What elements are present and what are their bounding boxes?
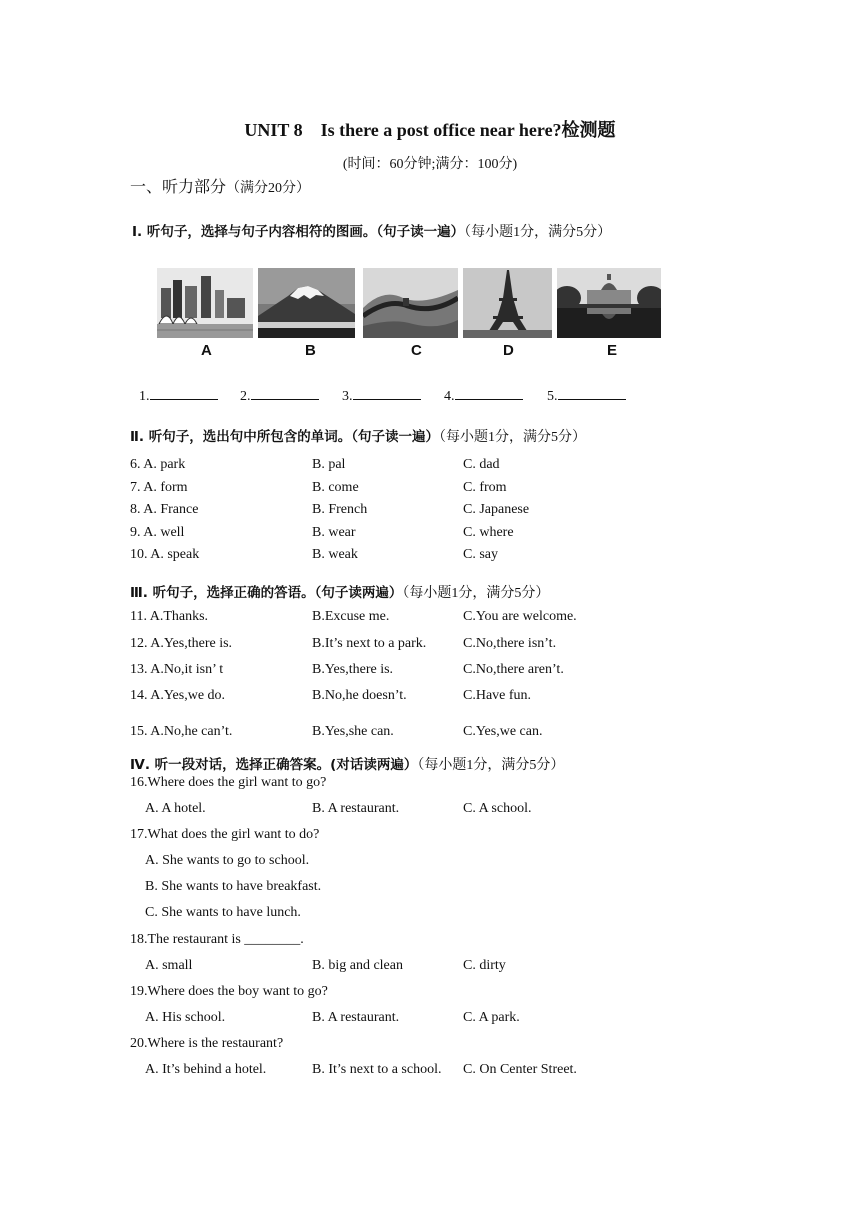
q11-option-a[interactable]: 11. A.Thanks. — [130, 609, 209, 624]
section-4-instruction: Ⅳ. 听一段对话，选择正确答案。(对话读两遍） — [130, 757, 418, 773]
q6-option-c[interactable]: C. dad — [463, 457, 500, 472]
q13-option-a[interactable]: 13. A.No,it isn’ t — [130, 662, 224, 677]
q15-option-b[interactable]: B.Yes,she can. — [312, 724, 394, 739]
q18-stem: 18.The restaurant is ________. — [130, 932, 304, 947]
answer-blank-1[interactable]: 1. — [139, 386, 218, 405]
section-1-note: （每小题1分，满分5分） — [464, 225, 612, 240]
q15-option-a[interactable]: 15. A.No,he can’t. — [130, 724, 233, 739]
q7-option-a[interactable]: 7. A. form — [130, 480, 188, 495]
section-2-instruction: Ⅱ. 听句子，选出句中所包含的单词。（句子读一遍） — [130, 429, 439, 445]
q16-option-c[interactable]: C. A school. — [463, 801, 532, 816]
q15-option-c[interactable]: C.Yes,we can. — [463, 724, 543, 739]
section-2-note: （每小题1分，满分5分） — [438, 430, 586, 445]
section-4-note: （每小题1分，满分5分） — [417, 758, 565, 773]
mount-fuji-photo — [258, 268, 355, 338]
answer-blank-4[interactable]: 4. — [444, 386, 523, 405]
q11-option-b[interactable]: B.Excuse me. — [312, 609, 390, 624]
q19-option-a[interactable]: A. His school. — [145, 1010, 226, 1025]
q16-stem: 16.Where does the girl want to go? — [130, 775, 327, 790]
title-question: Is there a post office near here?检测题 — [320, 120, 616, 140]
q14-option-a[interactable]: 14. A.Yes,we do. — [130, 688, 226, 703]
q10-option-a[interactable]: 10. A. speak — [130, 547, 200, 562]
q7-option-b[interactable]: B. come — [312, 480, 359, 495]
q17-stem: 17.What does the girl want to do? — [130, 827, 320, 842]
q9-option-b[interactable]: B. wear — [312, 525, 356, 540]
subtitle: (时间：60分钟;满分：100分) — [342, 157, 518, 172]
q14-option-b[interactable]: B.No,he doesn’t. — [312, 688, 407, 703]
part-score: （满分20分） — [226, 181, 311, 196]
q12-option-a[interactable]: 12. A.Yes,there is. — [130, 636, 233, 651]
picture-label-d: D — [503, 342, 514, 359]
section-3-heading — [130, 581, 549, 602]
q19-stem: 19.Where does the boy want to go? — [130, 984, 328, 999]
answer-blank-3[interactable]: 3. — [342, 386, 421, 405]
q20-stem: 20.Where is the restaurant? — [130, 1036, 284, 1051]
q17-option-c[interactable]: C. She wants to have lunch. — [145, 905, 301, 920]
answer-blank-5[interactable]: 5. — [547, 386, 626, 405]
picture-label-a: A — [201, 342, 212, 359]
q18-option-b[interactable]: B. big and clean — [312, 958, 403, 973]
great-wall-photo — [363, 268, 458, 338]
section-2-heading — [130, 425, 586, 446]
answer-blank-2[interactable]: 2. — [240, 386, 319, 405]
picture-label-e: E — [607, 342, 618, 359]
q8-option-a[interactable]: 8. A. France — [130, 502, 199, 517]
section-3-note: （每小题1分，满分5分） — [402, 586, 550, 601]
q7-option-c[interactable]: C. from — [463, 480, 507, 495]
title-unit: UNIT 8 — [244, 120, 303, 140]
q17-option-b[interactable]: B. She wants to have breakfast. — [145, 879, 322, 894]
q6-option-b[interactable]: B. pal — [312, 457, 346, 472]
q12-option-b[interactable]: B.It’s next to a park. — [312, 636, 427, 651]
sydney-opera-house-photo — [157, 268, 253, 338]
q19-option-c[interactable]: C. A park. — [463, 1010, 520, 1025]
q13-option-c[interactable]: C.No,there aren’t. — [463, 662, 564, 677]
section-4-heading — [130, 753, 564, 774]
q16-option-a[interactable]: A. A hotel. — [145, 801, 206, 816]
picture-label-c: C — [411, 342, 422, 359]
eiffel-tower-photo — [463, 268, 552, 338]
section-1-heading — [132, 220, 611, 241]
section-1-instruction: Ⅰ. 听句子，选择与句子内容相符的图画。（句子读一遍） — [132, 224, 465, 240]
q17-option-a[interactable]: A. She wants to go to school. — [145, 853, 310, 868]
q12-option-c[interactable]: C.No,there isn’t. — [463, 636, 557, 651]
q13-option-b[interactable]: B.Yes,there is. — [312, 662, 394, 677]
q18-option-c[interactable]: C. dirty — [463, 958, 506, 973]
capitol-building-photo — [557, 268, 661, 338]
q20-option-b[interactable]: B. It’s next to a school. — [312, 1062, 442, 1077]
q6-option-a[interactable]: 6. A. park — [130, 457, 186, 472]
q11-option-c[interactable]: C.You are welcome. — [463, 609, 577, 624]
q9-option-a[interactable]: 9. A. well — [130, 525, 185, 540]
q18-option-a[interactable]: A. small — [145, 958, 193, 973]
page-title — [0, 116, 860, 142]
q20-option-c[interactable]: C. On Center Street. — [463, 1062, 577, 1077]
part-label: 一、听力部分 — [130, 179, 227, 196]
section-3-instruction: Ⅲ. 听句子，选择正确的答语。（句子读两遍） — [130, 585, 403, 601]
q10-option-c[interactable]: C. say — [463, 547, 498, 562]
q8-option-b[interactable]: B. French — [312, 502, 368, 517]
picture-label-b: B — [305, 342, 316, 359]
q10-option-b[interactable]: B. weak — [312, 547, 358, 562]
q20-option-a[interactable]: A. It’s behind a hotel. — [145, 1062, 267, 1077]
q19-option-b[interactable]: B. A restaurant. — [312, 1010, 400, 1025]
q16-option-b[interactable]: B. A restaurant. — [312, 801, 400, 816]
q8-option-c[interactable]: C. Japanese — [463, 502, 530, 517]
q14-option-c[interactable]: C.Have fun. — [463, 688, 532, 703]
q9-option-c[interactable]: C. where — [463, 525, 514, 540]
part-heading — [130, 174, 310, 197]
